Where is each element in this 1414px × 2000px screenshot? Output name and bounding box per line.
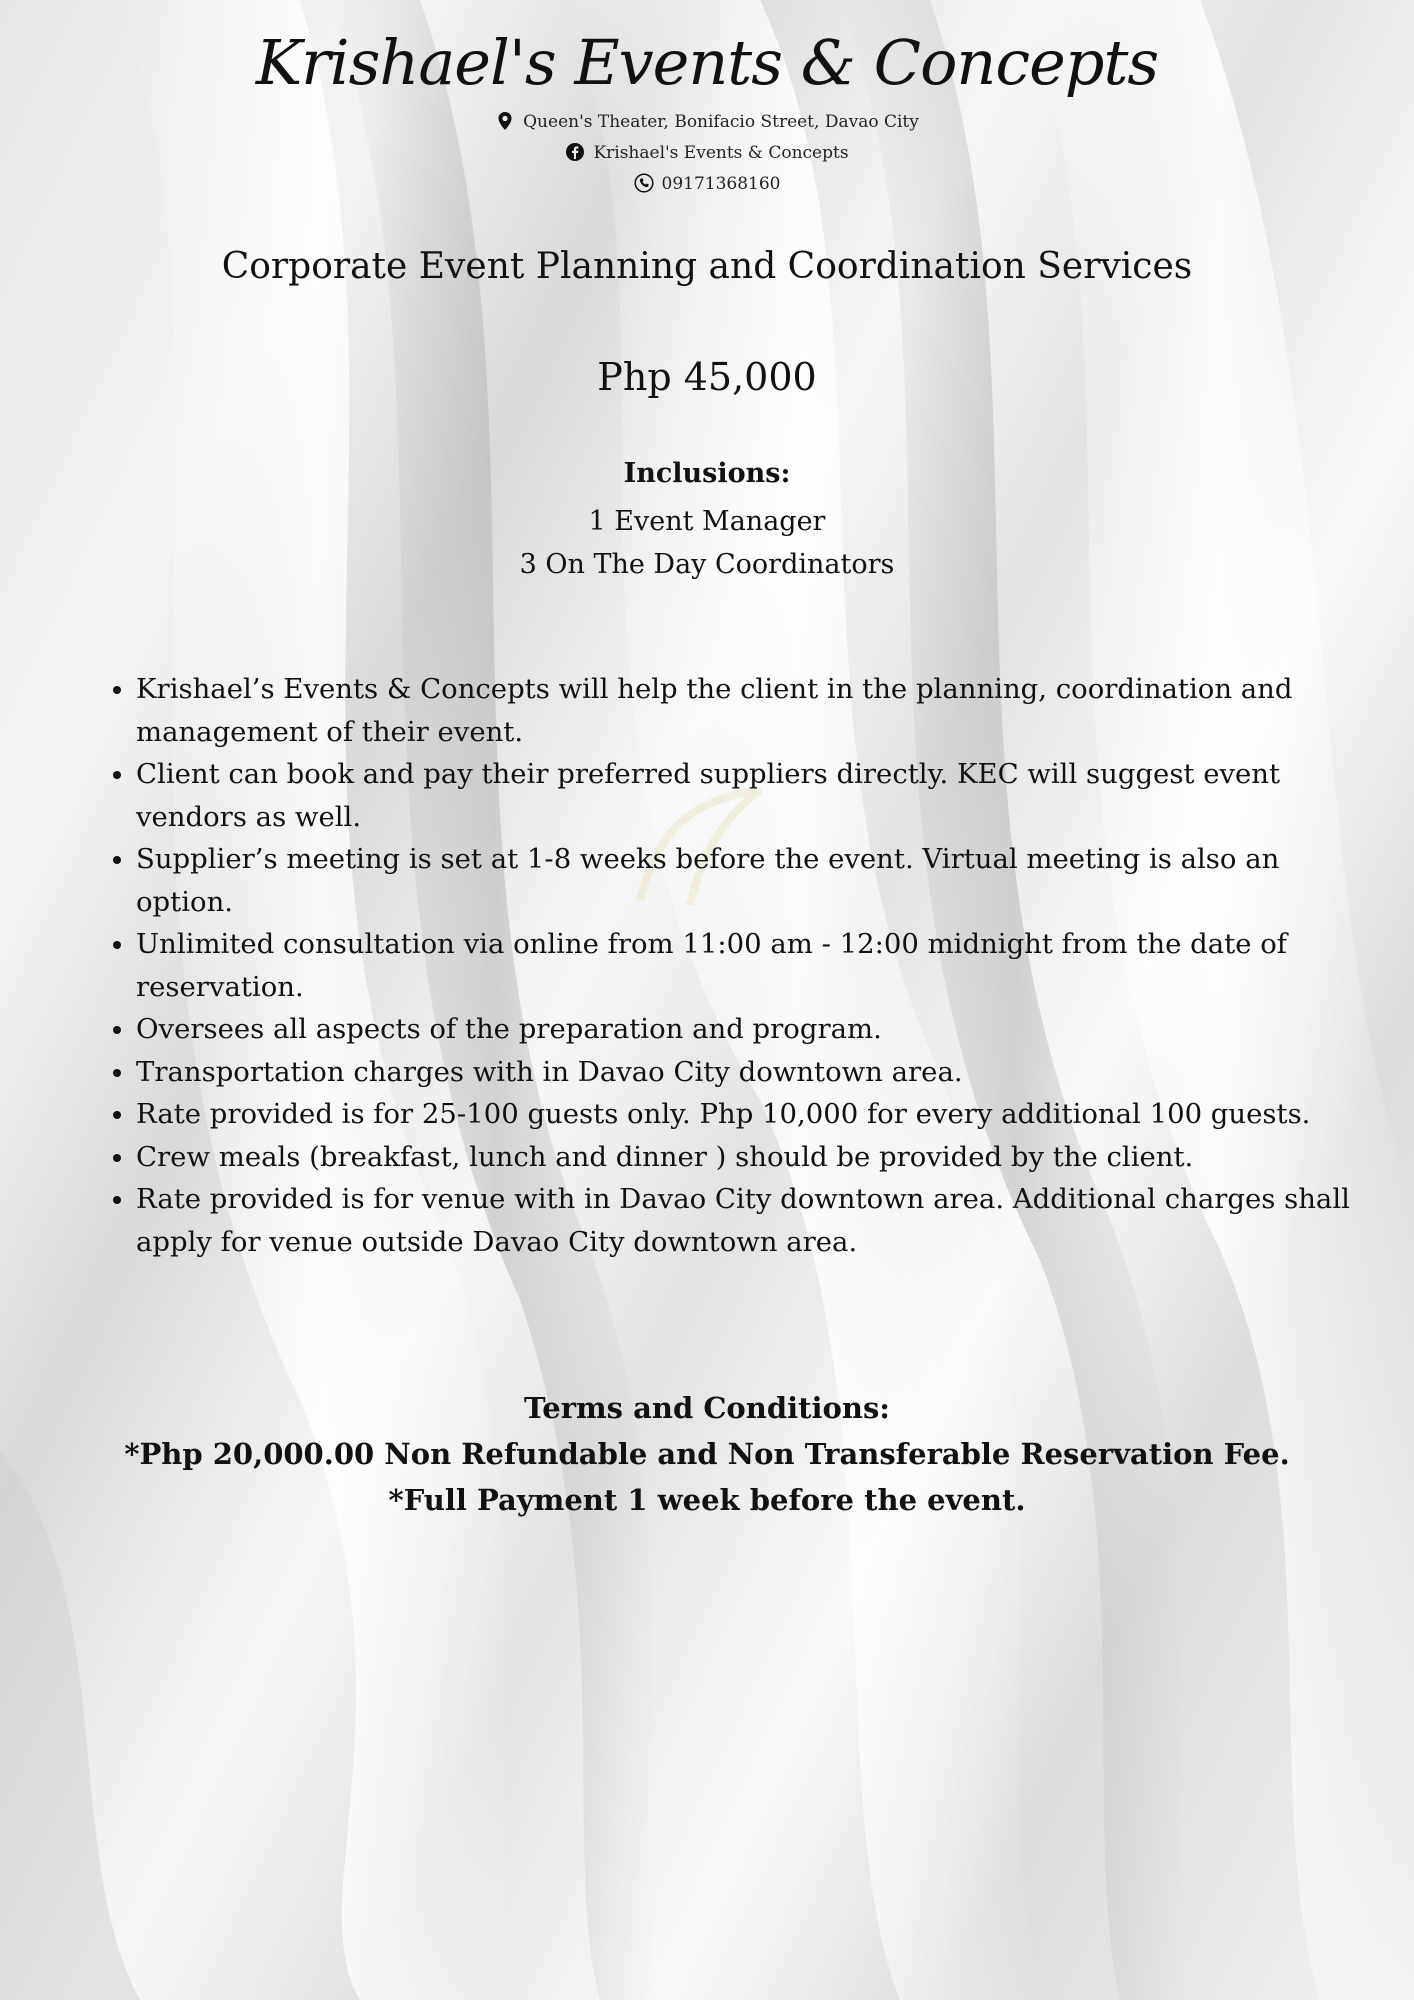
inclusions-list: [0, 500, 1414, 586]
location-pin-icon: [495, 111, 515, 131]
inclusion-item: 1 Event Manager: [588, 506, 826, 537]
terms-heading: Terms and Conditions:: [523, 1391, 890, 1425]
facebook-icon: [565, 142, 585, 162]
inclusions-heading: Inclusions:: [623, 458, 791, 489]
terms-line: *Full Payment 1 week before the event.: [388, 1483, 1026, 1517]
detail-item: • Oversees all aspects of the preparation and program.: [136, 1008, 1376, 1051]
package-price: Php 45,000: [597, 355, 817, 399]
detail-item: • Unlimited consultation via online from 11:00 am - 12:00 midnight from the date of reservation.: [136, 923, 1376, 1008]
service-details-list: [100, 668, 1376, 1263]
detail-item: • Crew meals (breakfast, lunch and dinner ) should be provided by the client.: [136, 1136, 1376, 1179]
contact-phone: [0, 173, 1414, 194]
terms-section: [0, 1385, 1414, 1523]
detail-item: • Transportation charges with in Davao City downtown area.: [136, 1051, 1376, 1094]
detail-item: • Client can book and pay their preferred suppliers directly. KEC will suggest event vendors as well.: [136, 753, 1376, 838]
service-title: Corporate Event Planning and Coordination Services: [221, 246, 1193, 287]
phone-icon: [634, 173, 654, 193]
contact-facebook: [0, 142, 1414, 163]
detail-item: • Rate provided is for 25-100 guests only. Php 10,000 for every additional 100 guests.: [136, 1093, 1376, 1136]
detail-item: • Supplier’s meeting is set at 1-8 weeks before the event. Virtual meeting is also an option.: [136, 838, 1376, 923]
detail-item: • Krishael’s Events & Concepts will help the client in the planning, coordination and management of their event.: [136, 668, 1376, 753]
inclusion-item: 3 On The Day Coordinators: [519, 549, 895, 580]
detail-item: • Rate provided is for venue with in Davao City downtown area. Additional charges shall apply for venue outside Davao City downtown area.: [136, 1178, 1376, 1263]
terms-line: *Php 20,000.00 Non Refundable and Non Transferable Reservation Fee.: [124, 1437, 1290, 1471]
address-text: Queen's Theater, Bonifacio Street, Davao City: [523, 112, 919, 132]
phone-text: 09171368160: [661, 174, 781, 194]
facebook-text: Krishael's Events & Concepts: [593, 143, 849, 163]
brand-title: Krishael's Events & Concepts: [255, 26, 1159, 99]
contact-address: [0, 111, 1414, 132]
